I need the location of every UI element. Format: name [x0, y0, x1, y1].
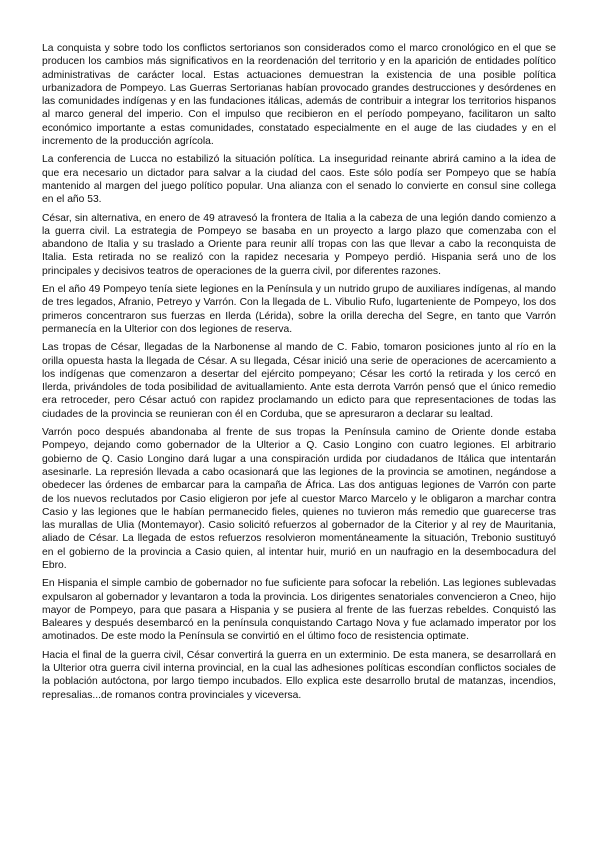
paragraph-varron-casio: Varrón poco después abandonaba al frente de sus tropas la Península camino de Oriente donde estaba Pompeyo, dejando como gobernador de la Ulterior a Q. Casio Longino con cuatro legiones. El arbitrario gobierno de Q. Casio Longino dará lugar a una conspiración urdida por ciudadanos de Itálica que intentarán asesinarle. La represión llevada a cabo ocasionará que las legiones de la provincia se amotinen, negándose a obedecer las órdenes de embarcar para la campaña de África. Las dos antiguas legiones de Varrón con parte de los nuevos reclutados por Casio eligieron por jefe al cuestor Marco Marcelo y le obligaron a marchar contra Casio y las legiones que le habían permanecido fieles, quienes no tuvieron más remedio que guarecerse tras las murallas de Ulia (Montemayor). Casio solicitó refuerzos al gobernador de la Citerior y al rey de Mauritania, aliado de César. La llegada de estos refuerzos resolvieron momentáneamente la situación, Trebonio sustituyó en el gobierno de la provincia a Casio quien, al intentar huir, murió en un naufragio en la desembocadura del Ebro.	[42, 427, 556, 571]
paragraph-final-guerra: Hacia el final de la guerra civil, César convertirá la guerra en un exterminio. De esta manera, se desarrollará en la Ulterior otra guerra civil interna provincial, en la cual las adhesiones políticas escondían conflictos sociales de la población autóctona, por largo tiempo incubados. Ello explica este desarrollo brutal de matanzas, incendios, represalias...de romanos contra provinciales y viceversa.	[42, 649, 556, 701]
paragraph-cesar-guerra-civil: César, sin alternativa, en enero de 49 atravesó la frontera de Italia a la cabeza de una legión dando comienzo a la guerra civil. La estrategia de Pompeyo se basaba en un proyecto a largo plazo que comenzaba con el abandono de Italia y su traslado a Oriente para reunir allí tropas con las que llevar a cabo la reconquista de Italia. Esta retirada no se realizó con la rapidez necesaria y Pompeyo perdió. Hispania será uno de los principales y decisivos teatros de operaciones de la guerra civil, por diferentes razones.	[42, 212, 556, 277]
paragraph-lucca: La conferencia de Lucca no estabilizó la situación política. La inseguridad reinante abrirá camino a la idea de que era necesario un dictador para salvar a la ciudad del caos. Este sólo podía ser Pompeyo que se había mantenido al margen del juego político popular. Una alianza con el senado lo convierte en consul sine collega en el año 53.	[42, 154, 556, 206]
paragraph-hispania-rebelion: En Hispania el simple cambio de gobernador no fue suficiente para sofocar la rebelión. Las legiones sublevadas expulsaron al gobernador y levantaron a toda la provincia. Los dirigentes senatoriales convencieron a Cneo, hijo mayor de Pompeyo, para que pasara a Hispania y se pusiera al frente de las fuerzas rebeldes. Conquistó las Baleares y después desembarcó en la península conquistando Cartago Nova y fue aclamado imperator por los amotinados. De este modo la Península se convirtió en el último foco de resistencia optimate.	[42, 578, 556, 643]
paragraph-legiones-pompeyo: En el año 49 Pompeyo tenía siete legiones en la Península y un nutrido grupo de auxiliares indígenas, al mando de tres legados, Afranio, Petreyo y Varrón. Con la llegada de L. Vibulio Rufo, lugarteniente de Pompeyo, los dos primeros concentraron sus fuerzas en Ilerda (Lérida), sobre la orilla derecha del Segre, en tanto que Varrón permanecía en la Ulterior con dos legiones de reserva.	[42, 284, 556, 335]
paragraph-tropas-cesar: Las tropas de César, llegadas de la Narbonense al mando de C. Fabio, tomaron posiciones junto al río en la orilla opuesta hasta la llegada de César. A su llegada, César inició una serie de operaciones de acercamiento a los indígenas que comenzaron a desertar del ejército pompeyano; César les cortó la retirada y los cercó en Ilerda, privándoles de toda posibilidad de avituallamiento. Ante esta derrota Varrón pensó que el único remedio era retroceder, pero César actuó con rapidez proclamando un edicto para que representaciones de todas las ciudades de la provincia se reunieran con él en Corduba, que se apresuraron a declarar su lealtad.	[42, 342, 556, 420]
paragraph-conquista: La conquista y sobre todo los conflictos sertorianos son considerados como el marco cronológico en el que se producen los cambios más significativos en la reordenación del territorio y en la aparición de entidades político administrativas de carácter local. Estas actuaciones demuestran la existencia de una posible política urbanizadora de Pompeyo. Las Guerras Sertorianas habían provocado grandes destrucciones y desórdenes en las comunidades indígenas y en las fundaciones itálicas, además de contribuir a integrar los territorios hispanos al marco general del imperio. Con el impulso que recibieron en el período pompeyano, facilitaron un salto económico importante a estas comunidades, constatado especialmente en el auge de las ciudades y en el incremento de la producción agrícola.	[42, 43, 556, 148]
